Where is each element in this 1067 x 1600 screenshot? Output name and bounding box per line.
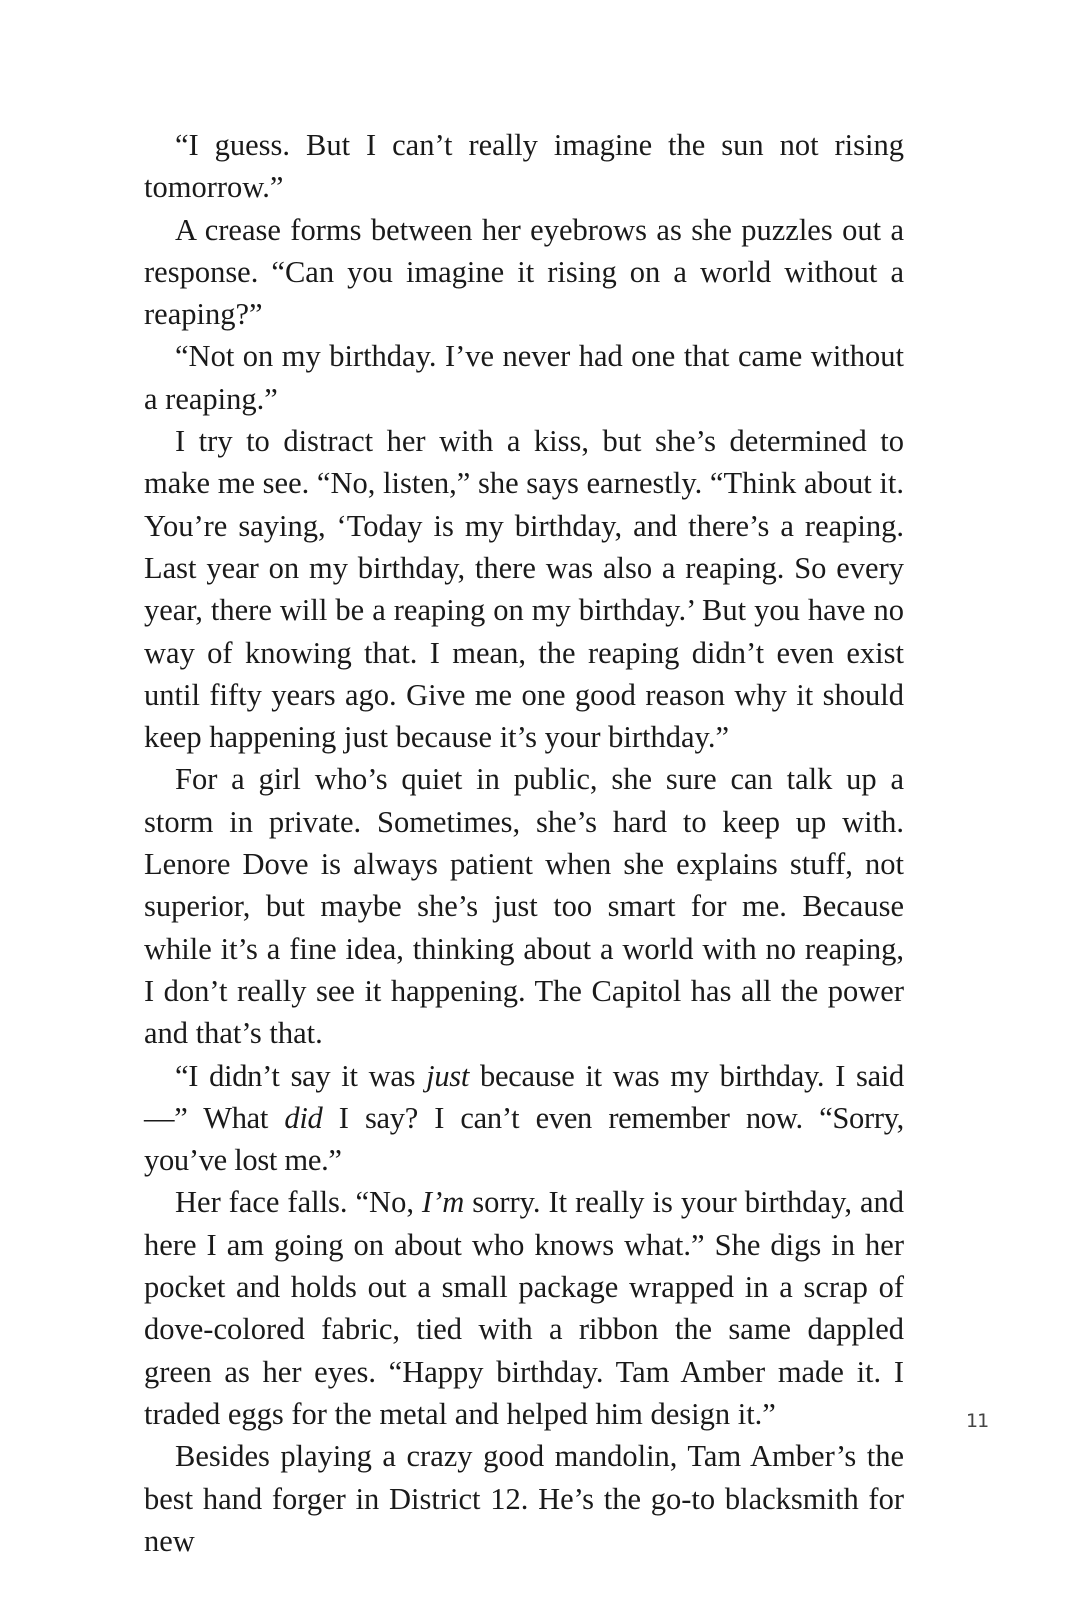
emphasis-text: I’m: [421, 1185, 465, 1220]
paragraph: [144, 209, 904, 336]
text-run: because it was my birthday. I said —” What: [144, 1058, 904, 1135]
text-run: sorry. It really is your birthday, and here I am going on about who knows what.” She digs in her pocket and holds out a small package wrapped in a scrap of dove-colored fabric, tied with a ribbon the same dappled green as her eyes. “Happy birthday. Tam Amber made it. I traded eggs for the metal and helped him design it.”: [144, 1185, 904, 1431]
text-run: A crease forms between her eyebrows as she puzzles out a response. “Can you imagine it rising on a world without a reaping?”: [144, 212, 904, 332]
text-run: Her face falls. “No,: [175, 1185, 422, 1220]
paragraph: [144, 1181, 904, 1435]
page-number: 11: [966, 1410, 989, 1432]
paragraph: [144, 420, 904, 758]
paragraph: [144, 335, 904, 420]
text-run: I say? I can’t even remember now. “Sorry, you’ve lost me.”: [144, 1100, 905, 1178]
paragraph: [144, 124, 904, 209]
paragraph: [144, 758, 904, 1054]
text-run: For a girl who’s quiet in public, she sure can talk up a storm in private. Sometimes, she’s hard to keep up with. Lenore Dove is always patient when she explains stuff, not superior, but maybe she’s just too smart for me. Because while it’s a fine idea, thinking about a world with no reaping, I don’t really see it happening. The Capitol has all the power and that’s that.: [144, 762, 904, 1051]
text-run: Besides playing a crazy good mandolin, Tam Amber’s the best hand forger in District 12. He’s the go-to blacksmith for new: [144, 1439, 904, 1558]
paragraph: [144, 1435, 904, 1562]
paragraph: [144, 1055, 904, 1182]
emphasis-text: just: [426, 1058, 470, 1093]
text-run: “I guess. But I can’t really imagine the sun not rising tomorrow.”: [144, 128, 904, 205]
emphasis-text: did: [284, 1100, 323, 1135]
text-run: “Not on my birthday. I’ve never had one that came without a reaping.”: [144, 339, 904, 416]
text-run: I try to distract her with a kiss, but she’s determined to make me see. “No, listen,” she says earnestly. “Think about it. You’re saying, ‘Today is my birthday, and there’s a reaping. Last year on my birthday, there was also a reaping. So every year, there will be a reaping on my birthday.’ But you have no way of knowing that. I mean, the reaping didn’t even exist until fifty years ago. Give me one good reason why it should keep happening just because it’s your birthday.”: [144, 424, 904, 755]
body-text: [144, 124, 904, 1562]
text-run: “I didn’t say it was: [175, 1058, 427, 1093]
